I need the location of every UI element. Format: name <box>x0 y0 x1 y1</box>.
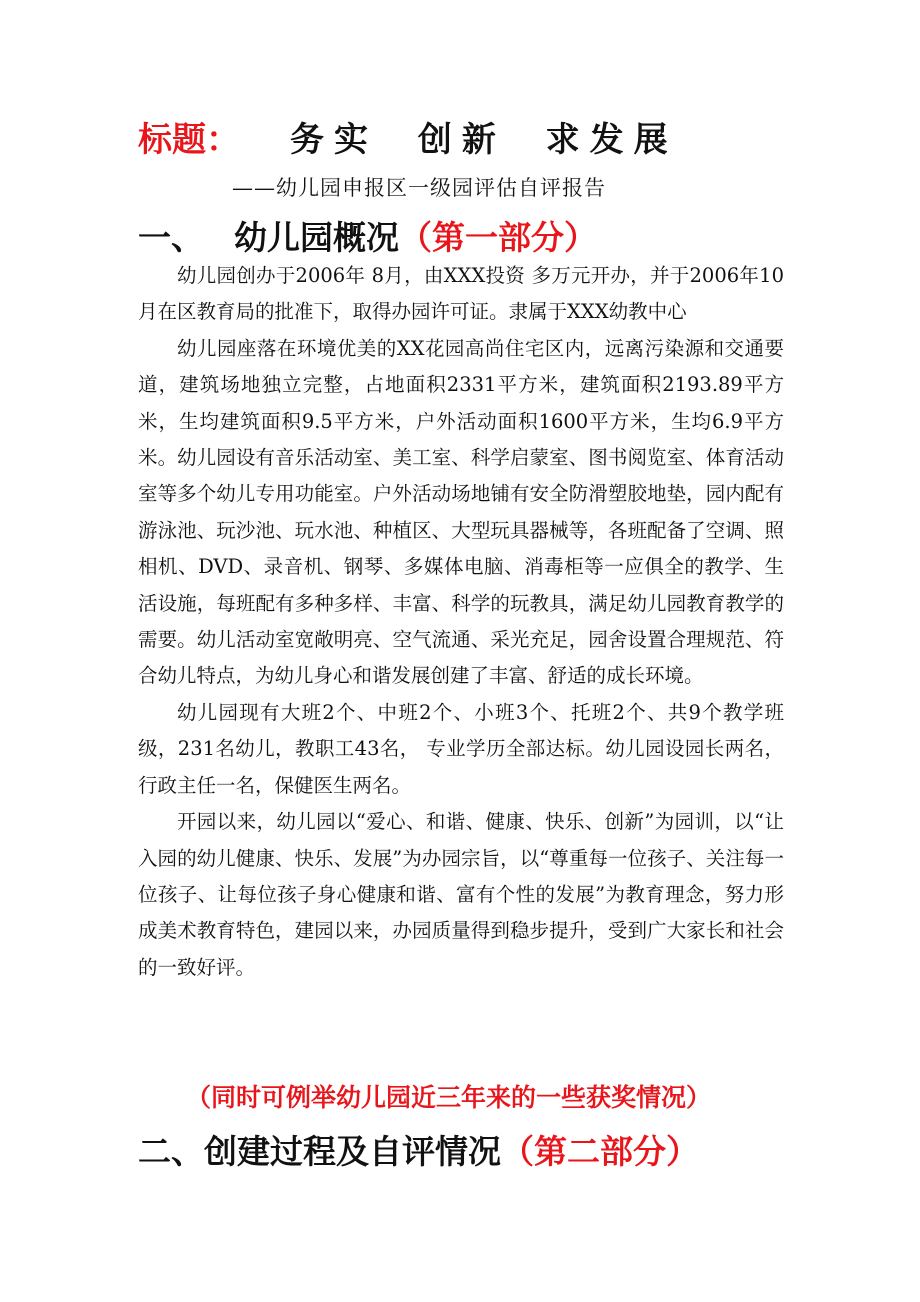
section-2-part: （第二部分） <box>501 1132 699 1171</box>
section-2-title: 二、创建过程及自评情况 <box>138 1132 501 1171</box>
awards-note: （同时可例举幼儿园近三年来的一些获奖情况） <box>186 1083 712 1112</box>
paragraph-staffing: 幼儿园现有大班2个、中班2个、小班3个、托班2个、共9个教学班级，231名幼儿，教职工43名， 专业学历全部达标。幼儿园设园长两名，行政主任一名，保健医生两名。 <box>138 700 784 797</box>
paragraph-founding: 幼儿园创办于2006年 8月，由XXX投资 多万元开办，并于2006年10月在区教育局的批准下，取得办园许可证。隶属于XXX幼教中心 <box>138 264 784 324</box>
section-1-heading <box>138 212 597 259</box>
paragraph-environment: 幼儿园座落在环境优美的XX花园高尚住宅区内，远离污染源和交通要道，建筑场地独立完整，占地面积2331平方米，建筑面积2193.89平方米，生均建筑面积9.5平方米，户外活动面积1600平方米，生均6.9平方米。幼儿园设有音乐活动室、美工室、科学启蒙室、图书阅览室、体育活动室等多个幼儿专用功能室。户外活动场地铺有安全防滑塑胶地垫，园内配有游泳池、玩沙池、玩水池、种植区、大型玩具器械等，各班配备了空调、照相机、DVD、录音机、钢琴、多媒体电脑、消毒柜等一应俱全的教学、生活设施，每班配有多种多样、丰富、科学的玩教具，满足幼儿园教育教学的需要。幼儿活动室宽敞明亮、空气流通、采光充足，园舍设置合理规范、符合幼儿特点，为幼儿身心和谐发展创建了丰富、舒适的成长环境。 <box>138 336 784 688</box>
title-label: 标题： <box>138 120 240 160</box>
section-1-title: 幼儿园概况 <box>234 218 399 257</box>
paragraph-philosophy: 开园以来，幼儿园以“爱心、和谐、健康、快乐、创新”为园训，以“让入园的幼儿健康、快乐、发展”为办园宗旨，以“尊重每一位孩子、关注每一位孩子、让每位孩子身心健康和谐、富有个性的发展”为教育理念，努力形成美术教育特色，建园以来，办园质量得到稳步提升，受到广大家长和社会的一致好评。 <box>138 810 784 979</box>
document-title <box>138 112 678 161</box>
document-subtitle: ——幼儿园申报区一级园评估自评报告 <box>232 176 606 200</box>
section-2-heading <box>138 1126 699 1173</box>
section-1-body <box>138 258 784 986</box>
section-1-number: 一、 <box>138 218 204 257</box>
section-1-part: （第一部分） <box>399 218 597 257</box>
title-text: 务实 创新 求发展 <box>290 120 678 160</box>
